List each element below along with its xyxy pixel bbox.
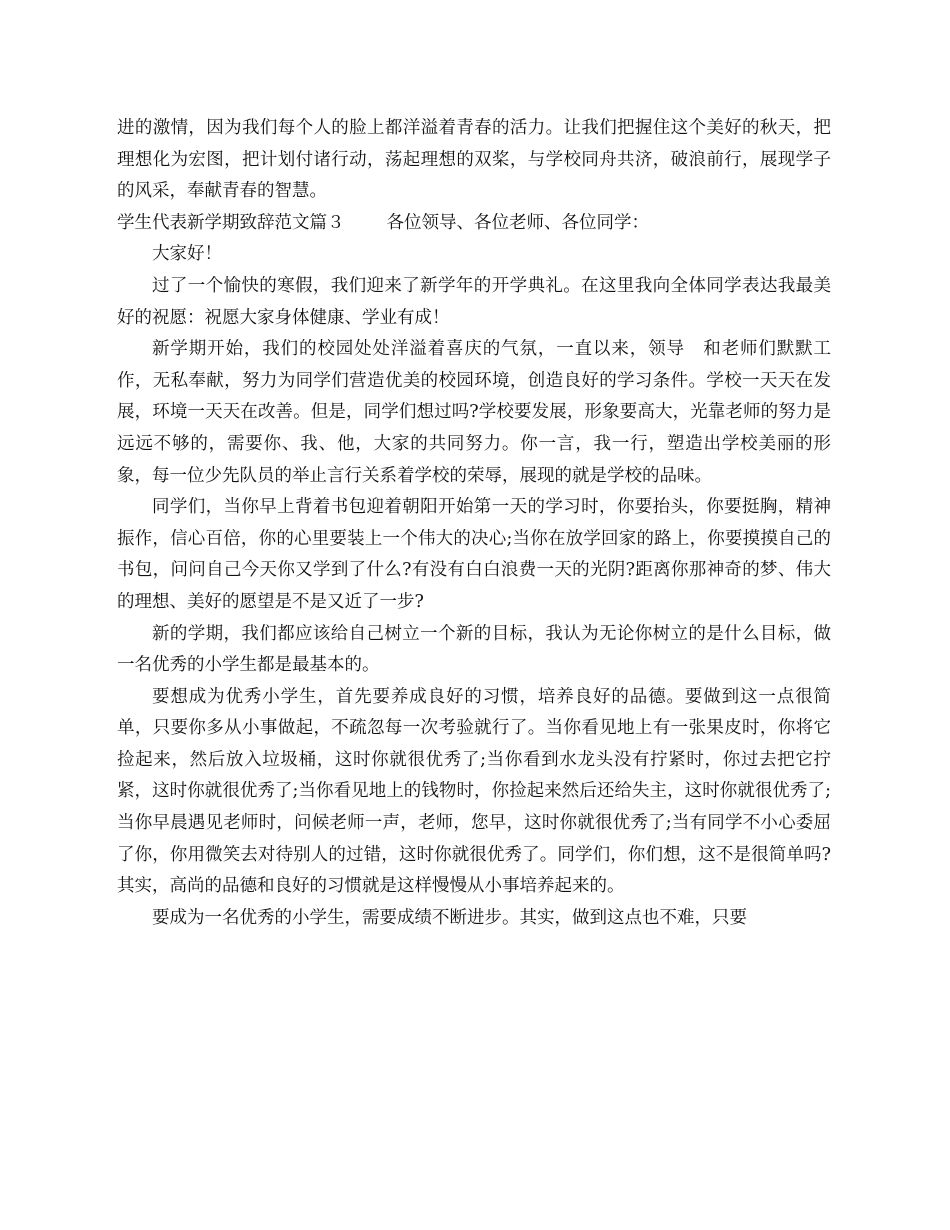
salutation: 各位领导、各位老师、各位同学： [386,212,649,233]
document-body [117,113,831,934]
paragraph: 新学期开始，我们的校园处处洋溢着喜庆的气氛，一直以来，领导 和老师们默默工作，无私奉献，努力为同学们营造优美的校园环境，创造良好的学习条件。学校一天天在发展，环境一天天在改善。但是，同学们想过吗?学校要发展，形象要高大，光靠老师的努力是远远不够的，需要你、我、他，大家的共同努力。你一言，我一行，塑造出学校美丽的形象，每一位少先队员的举止言行关系着学校的荣辱，展现的就是学校的品味。 [117,339,831,486]
paragraph: 同学们，当你早上背着书包迎着朝阳开始第一天的学习时，你要抬头，你要挺胸，精神振作，信心百倍，你的心里要装上一个伟大的决心;当你在放学回家的路上，你要摸摸自己的书包，问问自己今天你又学到了什么?有没有白白浪费一天的光阴?距离你那神奇的梦、伟大的理想、美好的愿望是不是又近了一步? [117,497,831,612]
paragraph-continued: 进的激情，因为我们每个人的脸上都洋溢着青春的活力。让我们把握住这个美好的秋天，把理想化为宏图，把计划付诸行动，荡起理想的双桨，与学校同舟共济，破浪前行，展现学子的风采，奉献青春的智慧。 [117,118,831,202]
paragraph: 要想成为优秀小学生，首先要养成良好的习惯，培养良好的品德。要做到这一点很简单，只要你多从小事做起，不疏忽每一次考验就行了。当你看见地上有一张果皮时，你将它捡起来，然后放入垃圾桶，这时你就很优秀了;当你看到水龙头没有拧紧时，你过去把它拧紧，这时你就很优秀了;当你看见地上的钱物时，你捡起来然后还给失主，这时你就很优秀了;当你早晨遇见老师时，问候老师一声，老师，您早，这时你就很优秀了;当有同学不小心委屈了你，你用微笑去对待别人的过错，这时你就很优秀了。同学们，你们想，这不是很简单吗?其实，高尚的品德和良好的习惯就是这样慢慢从小事培养起来的。 [117,686,831,897]
paragraph: 新的学期，我们都应该给自己树立一个新的目标，我认为无论你树立的是什么目标，做一名优秀的小学生都是最基本的。 [117,623,831,676]
paragraph-greeting: 大家好！ [152,244,222,265]
section-title: 学生代表新学期致辞范文篇３ [117,212,345,233]
section-heading-line [117,208,831,240]
paragraph: 过了一个愉快的寒假，我们迎来了新学年的开学典礼。在这里我向全体同学表达我最美好的祝愿：祝愿大家身体健康、学业有成！ [117,275,831,328]
paragraph-truncated: 要成为一名优秀的小学生，需要成绩不断进步。其实，做到这点也不难，只要 [152,907,747,928]
